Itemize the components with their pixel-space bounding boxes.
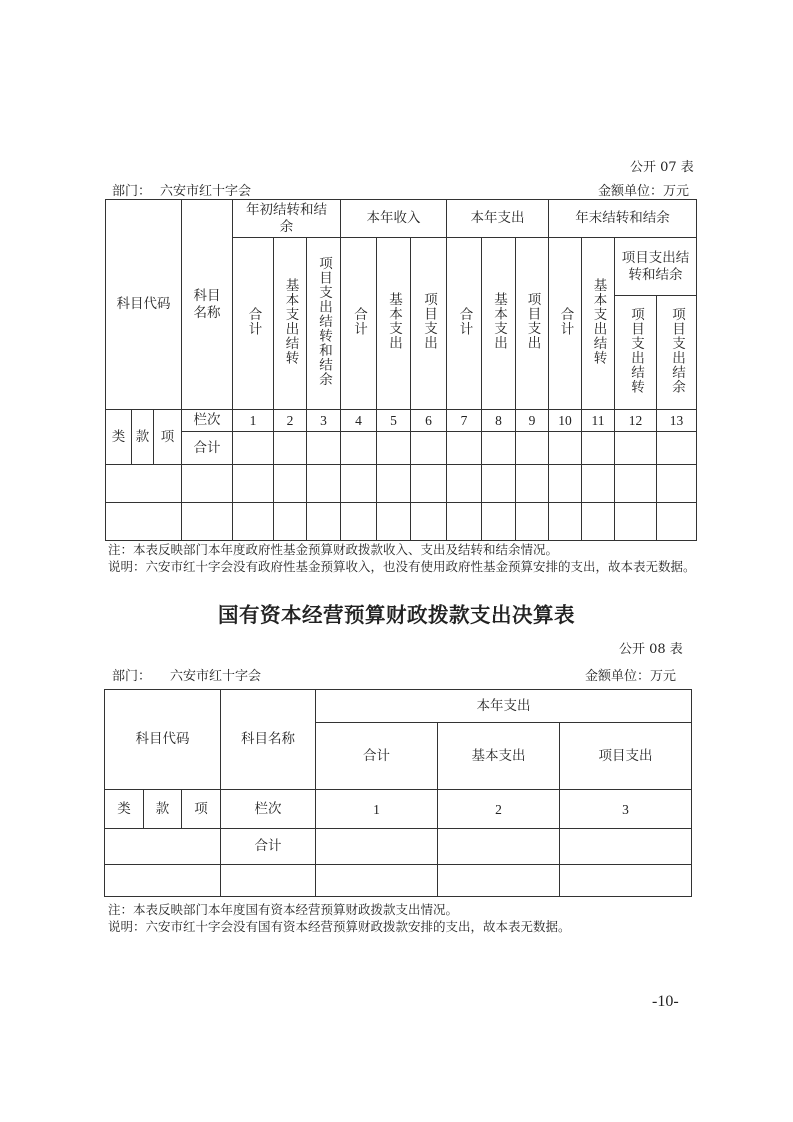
- amount-unit-08: 金额单位：万元: [585, 669, 677, 684]
- table-cell: [438, 865, 560, 897]
- header-project-expense: 项目支出: [560, 723, 692, 790]
- table-cell: [482, 432, 516, 465]
- row-index-label: 栏次: [182, 410, 233, 432]
- table-cell: [316, 829, 438, 865]
- table-cell: [549, 432, 582, 465]
- column-number: 9: [516, 410, 549, 432]
- header-expense-project: 项目支出: [516, 238, 549, 410]
- table-cell: [274, 465, 307, 503]
- department-name-08: 六安市红十字会: [170, 669, 262, 684]
- page-number: -10-: [652, 993, 679, 1010]
- header-end-project-surplus: 项目支出结余: [657, 296, 697, 410]
- column-number: 2: [274, 410, 307, 432]
- table-cell: [411, 503, 447, 541]
- table-cell: [482, 465, 516, 503]
- table-cell: [560, 829, 692, 865]
- table-cell: [549, 503, 582, 541]
- table-cell: [582, 465, 615, 503]
- column-number: 1: [316, 790, 438, 829]
- header-current-expense: 本年支出: [316, 690, 692, 723]
- table-cell: [274, 432, 307, 465]
- table-cell: [182, 503, 233, 541]
- table-row: [106, 503, 697, 541]
- code-part-section: 款: [144, 790, 182, 829]
- total-row-label: 合计: [221, 829, 316, 865]
- column-number: 13: [657, 410, 697, 432]
- table-cell: [516, 465, 549, 503]
- table-cell: [274, 503, 307, 541]
- table-cell: [560, 865, 692, 897]
- table-cell: [182, 465, 233, 503]
- table-cell: [106, 465, 182, 503]
- column-number: 2: [438, 790, 560, 829]
- column-number: 3: [560, 790, 692, 829]
- table-cell: [615, 465, 657, 503]
- code-part-category: 类: [106, 410, 132, 465]
- explanation-07: 说明：六安市红十字会没有政府性基金预算收入，也没有使用政府性基金预算安排的支出，故本表无数据。: [108, 559, 696, 574]
- header-subject-code: 科目代码: [105, 690, 221, 790]
- table-cell: [307, 432, 341, 465]
- header-expense-basic: 基本支出: [482, 238, 516, 410]
- table-cell: [615, 503, 657, 541]
- row-index-label: 栏次: [221, 790, 316, 829]
- header-subject-name: 科目名称: [221, 690, 316, 790]
- header-current-income: 本年收入: [341, 200, 447, 238]
- state-capital-expense-table: [104, 689, 692, 897]
- header-basic-expense: 基本支出: [438, 723, 560, 790]
- code-part-section: 款: [132, 410, 154, 465]
- header-subject-name: 科目名称: [182, 200, 233, 410]
- total-row-label: 合计: [182, 432, 233, 465]
- table-cell: [341, 432, 377, 465]
- column-number: 10: [549, 410, 582, 432]
- table-cell: [105, 865, 221, 897]
- header-end-total: 合计: [549, 238, 582, 410]
- header-end-balance: 年末结转和结余: [549, 200, 697, 238]
- table-cell: [307, 465, 341, 503]
- header-subject-code: 科目代码: [106, 200, 182, 410]
- table-cell: [482, 503, 516, 541]
- table-cell: [307, 503, 341, 541]
- table-cell: [221, 865, 316, 897]
- form-number-07: 公开 07 表: [630, 160, 694, 175]
- table-cell: [233, 503, 274, 541]
- column-number: 5: [377, 410, 411, 432]
- header-income-total: 合计: [341, 238, 377, 410]
- column-number: 11: [582, 410, 615, 432]
- department-label-08: 部门：: [112, 669, 152, 684]
- column-number: 12: [615, 410, 657, 432]
- header-end-project-carry: 项目支出结转: [615, 296, 657, 410]
- column-number: 3: [307, 410, 341, 432]
- header-begin-project: 项目支出结转和结余: [307, 238, 341, 410]
- table-cell: [233, 432, 274, 465]
- table-cell: [341, 465, 377, 503]
- table-cell: [516, 432, 549, 465]
- table-cell: [377, 465, 411, 503]
- table-cell: [447, 465, 482, 503]
- table-cell: [377, 503, 411, 541]
- code-part-item: 项: [154, 410, 182, 465]
- table-cell: [105, 829, 221, 865]
- table-cell: [106, 503, 182, 541]
- table-cell: [447, 432, 482, 465]
- header-end-basic: 基本支出结转: [582, 238, 615, 410]
- table-cell: [447, 503, 482, 541]
- header-current-expense: 本年支出: [447, 200, 549, 238]
- table-cell: [657, 503, 697, 541]
- header-income-basic: 基本支出: [377, 238, 411, 410]
- table-cell: [411, 465, 447, 503]
- table-cell: [516, 503, 549, 541]
- header-end-project-group: 项目支出结转和结余: [615, 238, 697, 296]
- column-number: 7: [447, 410, 482, 432]
- note-08: 注：本表反映部门本年度国有资本经营预算财政拨款支出情况。: [108, 902, 459, 917]
- header-begin-balance: 年初结转和结余: [233, 200, 341, 238]
- amount-unit-07: 金额单位：万元: [598, 184, 690, 199]
- table-cell: [233, 465, 274, 503]
- table-cell: [582, 503, 615, 541]
- department-name-07: 六安市红十字会: [160, 184, 252, 199]
- table-cell: [341, 503, 377, 541]
- table-cell: [615, 432, 657, 465]
- header-total: 合计: [316, 723, 438, 790]
- table-row: [106, 465, 697, 503]
- table-cell: [316, 865, 438, 897]
- government-fund-table: [105, 199, 697, 541]
- explanation-08: 说明：六安市红十字会没有国有资本经营预算财政拨款安排的支出，故本表无数据。: [108, 919, 571, 934]
- table-08-title: 国有资本经营预算财政拨款支出决算表: [218, 603, 575, 627]
- header-income-project: 项目支出: [411, 238, 447, 410]
- code-part-item: 项: [182, 790, 221, 829]
- department-label-07: 部门：: [112, 184, 152, 199]
- table-cell: [411, 432, 447, 465]
- note-07: 注：本表反映部门本年度政府性基金预算财政拨款收入、支出及结转和结余情况。: [108, 542, 559, 557]
- table-cell: [549, 465, 582, 503]
- header-begin-total: 合计: [233, 238, 274, 410]
- table-cell: [582, 432, 615, 465]
- header-begin-basic: 基本支出结转: [274, 238, 307, 410]
- form-number-08: 公开 08 表: [619, 642, 683, 657]
- column-number: 8: [482, 410, 516, 432]
- table-cell: [377, 432, 411, 465]
- table-row: [105, 865, 692, 897]
- code-part-category: 类: [105, 790, 144, 829]
- table-cell: [657, 432, 697, 465]
- column-number: 1: [233, 410, 274, 432]
- column-number: 4: [341, 410, 377, 432]
- table-cell: [438, 829, 560, 865]
- column-number: 6: [411, 410, 447, 432]
- table-cell: [657, 465, 697, 503]
- header-expense-total: 合计: [447, 238, 482, 410]
